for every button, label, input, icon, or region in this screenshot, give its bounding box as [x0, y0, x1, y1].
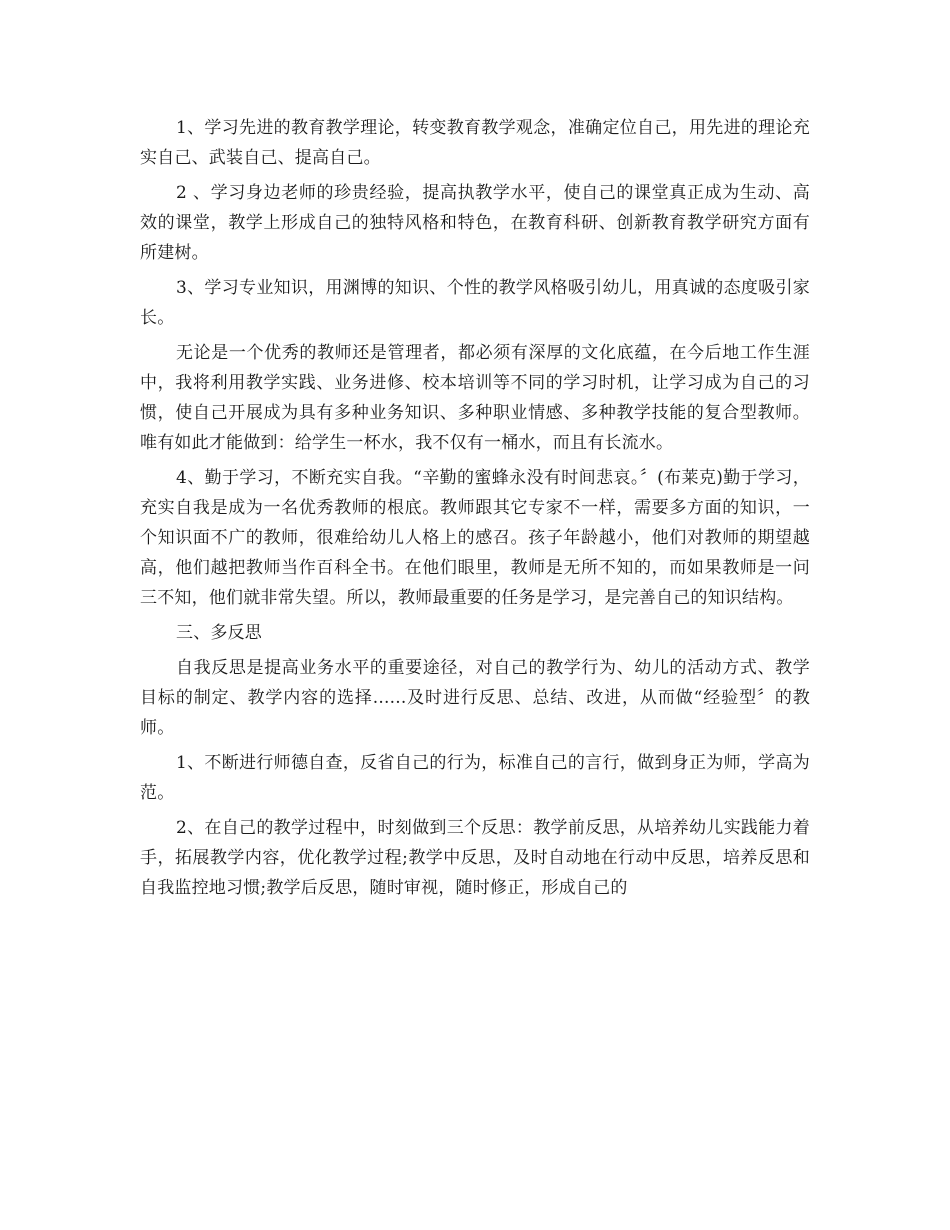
paragraph-1: 1、学习先进的教育教学理论，转变教育教学观念，准确定位自己，用先进的理论充实自己、武装自己、提高自己。 [140, 118, 810, 168]
paragraph-7: 1、不断进行师德自查，反省自己的行为，标准自己的言行，做到身正为师，学高为范。 [140, 753, 810, 803]
paragraph-5: 4、勤于学习，不断充实自我。“辛勤的蜜蜂永没有时间悲哀。〞(布莱克)勤于学习，充实自我是成为一名优秀教师的根底。教师跟其它专家不一样，需要多方面的知识，一个知识面不广的教师，很难给幼儿人格上的感召。孩子年龄越小，他们对教师的期望越高，他们越把教师当作百科全书。在他们眼里，教师是无所不知的，而如果教师是一问三不知，他们就非常失望。所以，教师最重要的任务是学习，是完善自己的知识结构。 [140, 468, 810, 608]
paragraph-4: 无论是一个优秀的教师还是管理者，都必须有深厚的文化底蕴，在今后地工作生涯中，我将利用教学实践、业务进修、校本培训等不同的学习时机，让学习成为自己的习惯，使自己开展成为具有多种业务知识、多种职业情感、多种教学技能的复合型教师。唯有如此才能做到：给学生一杯水，我不仅有一桶水，而且有长流水。 [140, 343, 810, 453]
section-heading: 三、多反思 [176, 623, 262, 643]
paragraph-3: 3、学习专业知识，用渊博的知识、个性的教学风格吸引幼儿，用真诚的态度吸引家长。 [140, 278, 810, 328]
document-body [140, 113, 810, 908]
paragraph-6: 自我反思是提高业务水平的重要途径，对自己的教学行为、幼儿的活动方式、教学目标的制定、教学内容的选择......及时进行反思、总结、改进，从而做“经验型〞的教师。 [140, 658, 810, 738]
paragraph-8: 2、在自己的教学过程中，时刻做到三个反思：教学前反思，从培养幼儿实践能力着手，拓展教学内容，优化教学过程;教学中反思，及时自动地在行动中反思，培养反思和自我监控地习惯;教学后反思，随时审视，随时修正，形成自己的 [140, 818, 810, 898]
paragraph-2: 2 、学习身边老师的珍贵经验，提高执教学水平，使自己的课堂真正成为生动、高效的课堂，教学上形成自己的独特风格和特色，在教育科研、创新教育教学研究方面有所建树。 [140, 183, 810, 263]
